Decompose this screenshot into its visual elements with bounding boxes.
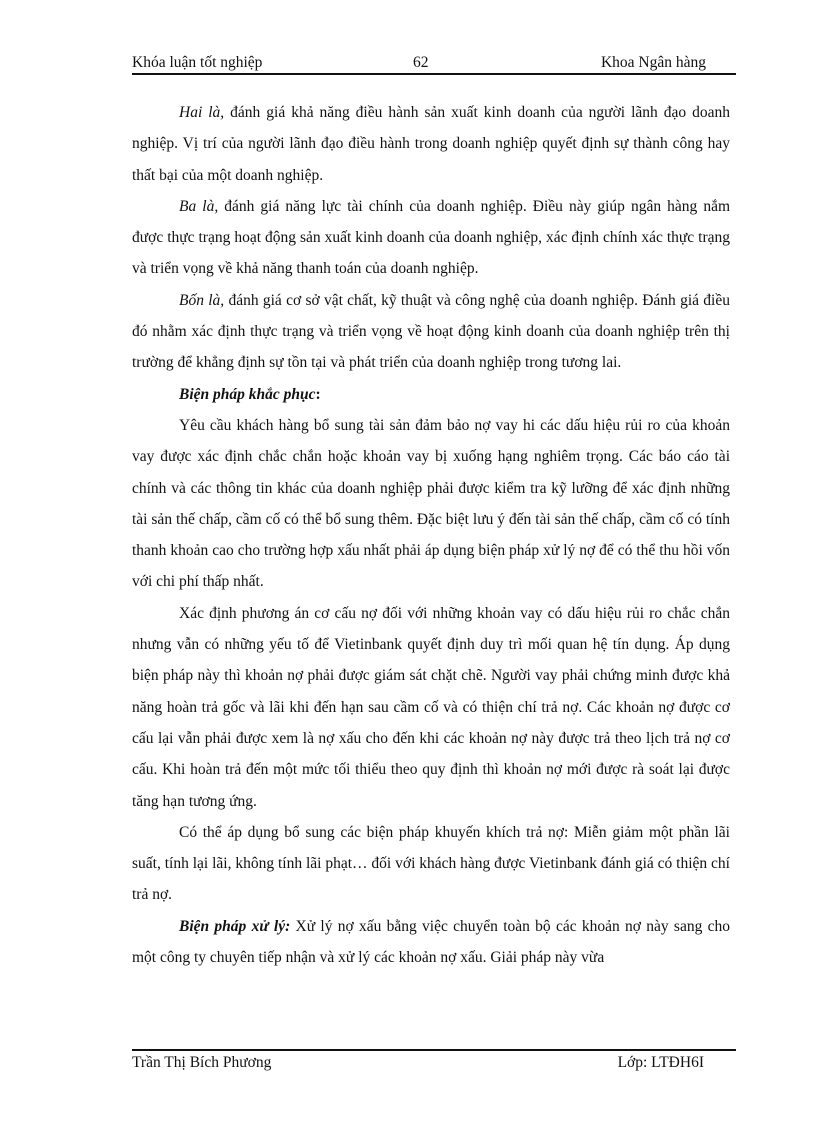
paragraph-text: Xử lý nợ xấu bằng việc chuyển toàn bộ các khoản nợ này sang cho một công ty chuyên tiếp nhận và xử lý các khoản nợ xấu. Giải pháp này vừa <box>132 917 730 967</box>
page-footer <box>132 1054 736 1074</box>
paragraph-xu-ly <box>132 911 730 974</box>
paragraph-lead: Ba là, <box>179 197 219 215</box>
paragraph-bo-sung-tai-san: Yêu cầu khách hàng bổ sung tài sản đảm bảo nợ vay hi các dấu hiệu rủi ro của khoản vay được xác định chắc chắn hoặc khoản vay bị xuống hạng nghiêm trọng. Các báo cáo tài chính và các thông tin khác của doanh nghiệp phải được kiểm tra kỹ lưỡng để xác định những tài sản thế chấp, cầm cố có thể bổ sung thêm. Đặc biệt lưu ý đến tài sản thế chấp, cầm cố có tính thanh khoản cao cho trường hợp xấu nhất phải áp dụng biện pháp xử lý nợ để có thể thu hồi vốn với chi phí thấp nhất. <box>132 416 730 591</box>
paragraph-co-cau-no: Xác định phương án cơ cấu nợ đối với những khoản vay có dấu hiệu rủi ro chắc chắn nhưng vẫn có những yếu tố để Vietinbank quyết định duy trì mối quan hệ tín dụng. Áp dụng biện pháp này thì khoản nợ phải được giám sát chặt chẽ. Người vay phải chứng minh được khả năng hoàn trả gốc và lãi khi đến hạn sau cầm cố và có thiện chí trả nợ. Các khoản nợ được cơ cấu lại vẫn phải được xem là nợ xấu cho đến khi các khoản nợ này được trả theo lịch trả nợ cơ cấu. Khi hoàn trả đến một mức tối thiểu theo quy định thì khoản nợ mới được rà soát lại được tăng hạn tương ứng. <box>132 604 730 810</box>
paragraph-khuyen-khich: Có thể áp dụng bổ sung các biện pháp khuyến khích trả nợ: Miễn giảm một phần lãi suất, tính lại lãi, không tính lãi phạt… đối với khách hàng được Vietinbank đánh giá có thiện chí trả nợ. <box>132 823 730 904</box>
header-faculty-label: Khoa Ngân hàng <box>600 54 706 71</box>
paragraph-hai-la <box>132 97 730 191</box>
paragraph-ba-la <box>132 191 730 285</box>
paragraph-text: đánh giá khả năng điều hành sản xuất kinh doanh của người lãnh đạo doanh nghiệp. Vị trí của người lãnh đạo điều hành trong doanh nghiệp quyết định sự thành công hay thất bại của một doanh nghiệp. <box>132 104 730 184</box>
footer-class: Lớp: LTĐH6I <box>617 1054 704 1071</box>
section-heading-khac-phuc <box>132 379 730 410</box>
section-heading: Biện pháp khắc phục <box>179 385 316 403</box>
page-header <box>132 54 736 74</box>
paragraph-text: đánh giá cơ sở vật chất, kỹ thuật và công nghệ của doanh nghiệp. Đánh giá điều đó nhằm xác định thực trạng và triển vọng về hoạt động kinh doanh của doanh nghiệp trên thị trường để khẳng định sự tồn tại và phát triển của doanh nghiệp trong tương lai. <box>132 291 730 372</box>
paragraph-text: đánh giá năng lực tài chính của doanh nghiệp. Điều này giúp ngân hàng nắm được thực trạng hoạt động sản xuất kinh doanh của doanh nghiệp, xác định chính xác thực trạng và triển vọng về khả năng thanh toán của doanh nghiệp. <box>132 197 731 278</box>
footer-divider <box>132 1049 736 1051</box>
footer-author: Trần Thị Bích Phương <box>132 1054 272 1071</box>
heading-colon: : <box>315 385 321 403</box>
paragraph-lead: Hai là, <box>179 104 225 121</box>
page-body <box>132 97 730 973</box>
paragraph-bon-la <box>132 285 730 379</box>
header-thesis-label: Khóa luận tốt nghiệp <box>132 54 263 71</box>
paragraph-lead: Bốn là, <box>179 291 225 309</box>
header-divider <box>132 73 736 75</box>
section-heading: Biện pháp xử lý: <box>179 917 291 935</box>
page-number: 62 <box>413 54 429 71</box>
